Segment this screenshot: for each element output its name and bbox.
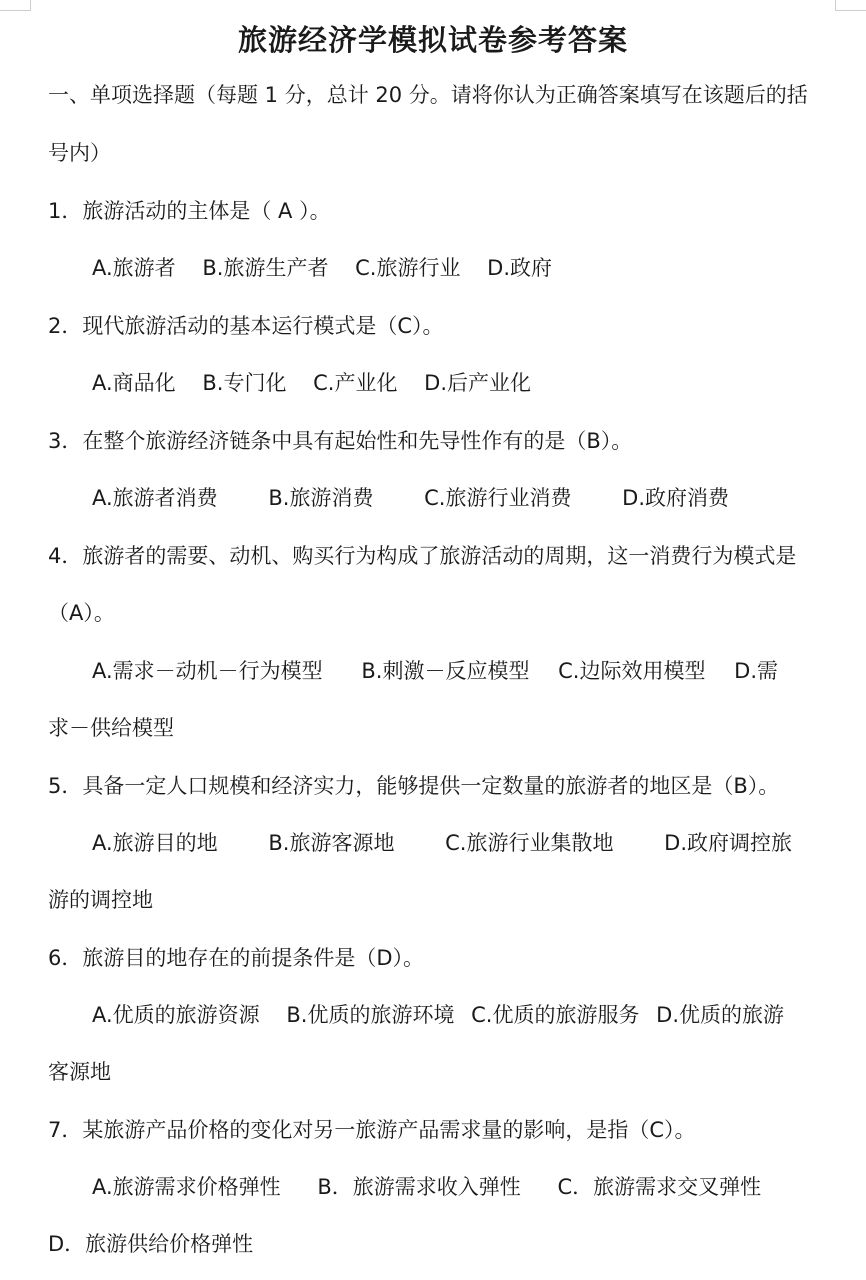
option-b: B.旅游消费 (268, 486, 374, 510)
option-b: B．旅游需求收入弹性 (317, 1175, 521, 1199)
question-3-options (92, 483, 729, 513)
question-7-options-cont: D．旅游供给价格弹性 (48, 1232, 254, 1256)
option-c: C．旅游需求交叉弹性 (557, 1175, 762, 1199)
question-5-stem: 5．具备一定人口规模和经济实力，能够提供一定数量的旅游者的地区是（B）。 (48, 774, 780, 798)
question-5-options (92, 828, 792, 858)
option-c: C.旅游行业 (355, 256, 461, 280)
option-a: A.旅游需求价格弹性 (92, 1175, 281, 1199)
option-b: B.刺激－反应模型 (361, 659, 530, 683)
page-title: 旅游经济学模拟试卷参考答案 (237, 23, 628, 57)
question-3-stem: 3．在整个旅游经济链条中具有起始性和先导性作有的是（B）。 (48, 429, 633, 453)
question-4-options-cont: 求－供给模型 (48, 716, 174, 740)
option-d: D.需 (734, 659, 779, 683)
option-a: A.商品化 (92, 371, 176, 395)
page-corner-mark (835, 0, 866, 11)
question-6-options-cont: 客源地 (48, 1060, 111, 1084)
option-d: D.优质的旅游 (656, 1003, 785, 1027)
option-d: D.后产业化 (424, 371, 532, 395)
option-c: C.旅游行业消费 (424, 486, 572, 510)
section-heading-cont: 号内） (48, 141, 111, 165)
option-c: C.边际效用模型 (558, 659, 706, 683)
question-2-options (92, 368, 531, 398)
option-b: B.旅游生产者 (202, 256, 329, 280)
option-c: C.优质的旅游服务 (471, 1003, 640, 1027)
option-d: D.政府消费 (622, 486, 730, 510)
page-corner-mark (0, 0, 31, 11)
option-d: D.政府调控旅 (664, 831, 793, 855)
option-c: C.产业化 (313, 371, 398, 395)
question-5-options-cont: 游的调控地 (48, 888, 153, 912)
option-b: B.旅游客源地 (268, 831, 395, 855)
option-b: B.专门化 (202, 371, 287, 395)
question-6-options (92, 1000, 784, 1030)
question-4-stem: 4．旅游者的需要、动机、购买行为构成了旅游活动的周期，这一消费行为模式是 (48, 544, 797, 568)
option-a: A.需求－动机－行为模型 (92, 659, 323, 683)
question-4-stem-cont: （A）。 (48, 601, 115, 625)
option-a: A.优质的旅游资源 (92, 1003, 260, 1027)
option-a: A.旅游目的地 (92, 831, 218, 855)
question-7-options (92, 1172, 761, 1202)
section-heading: 一、单项选择题（每题 1 分，总计 20 分。请将你认为正确答案填写在该题后的括 (48, 83, 808, 107)
option-b: B.优质的旅游环境 (286, 1003, 455, 1027)
option-a: A.旅游者消费 (92, 486, 218, 510)
option-a: A.旅游者 (92, 256, 176, 280)
question-4-options (92, 656, 778, 686)
question-1-stem: 1．旅游活动的主体是（ A ）。 (48, 199, 331, 223)
question-7-stem: 7．某旅游产品价格的变化对另一旅游产品需求量的影响，是指（C）。 (48, 1118, 696, 1142)
question-6-stem: 6．旅游目的地存在的前提条件是（D）。 (48, 946, 425, 970)
question-2-stem: 2．现代旅游活动的基本运行模式是（C）。 (48, 314, 444, 338)
option-d: D.政府 (487, 256, 553, 280)
option-c: C.旅游行业集散地 (445, 831, 614, 855)
question-1-options (92, 253, 552, 283)
